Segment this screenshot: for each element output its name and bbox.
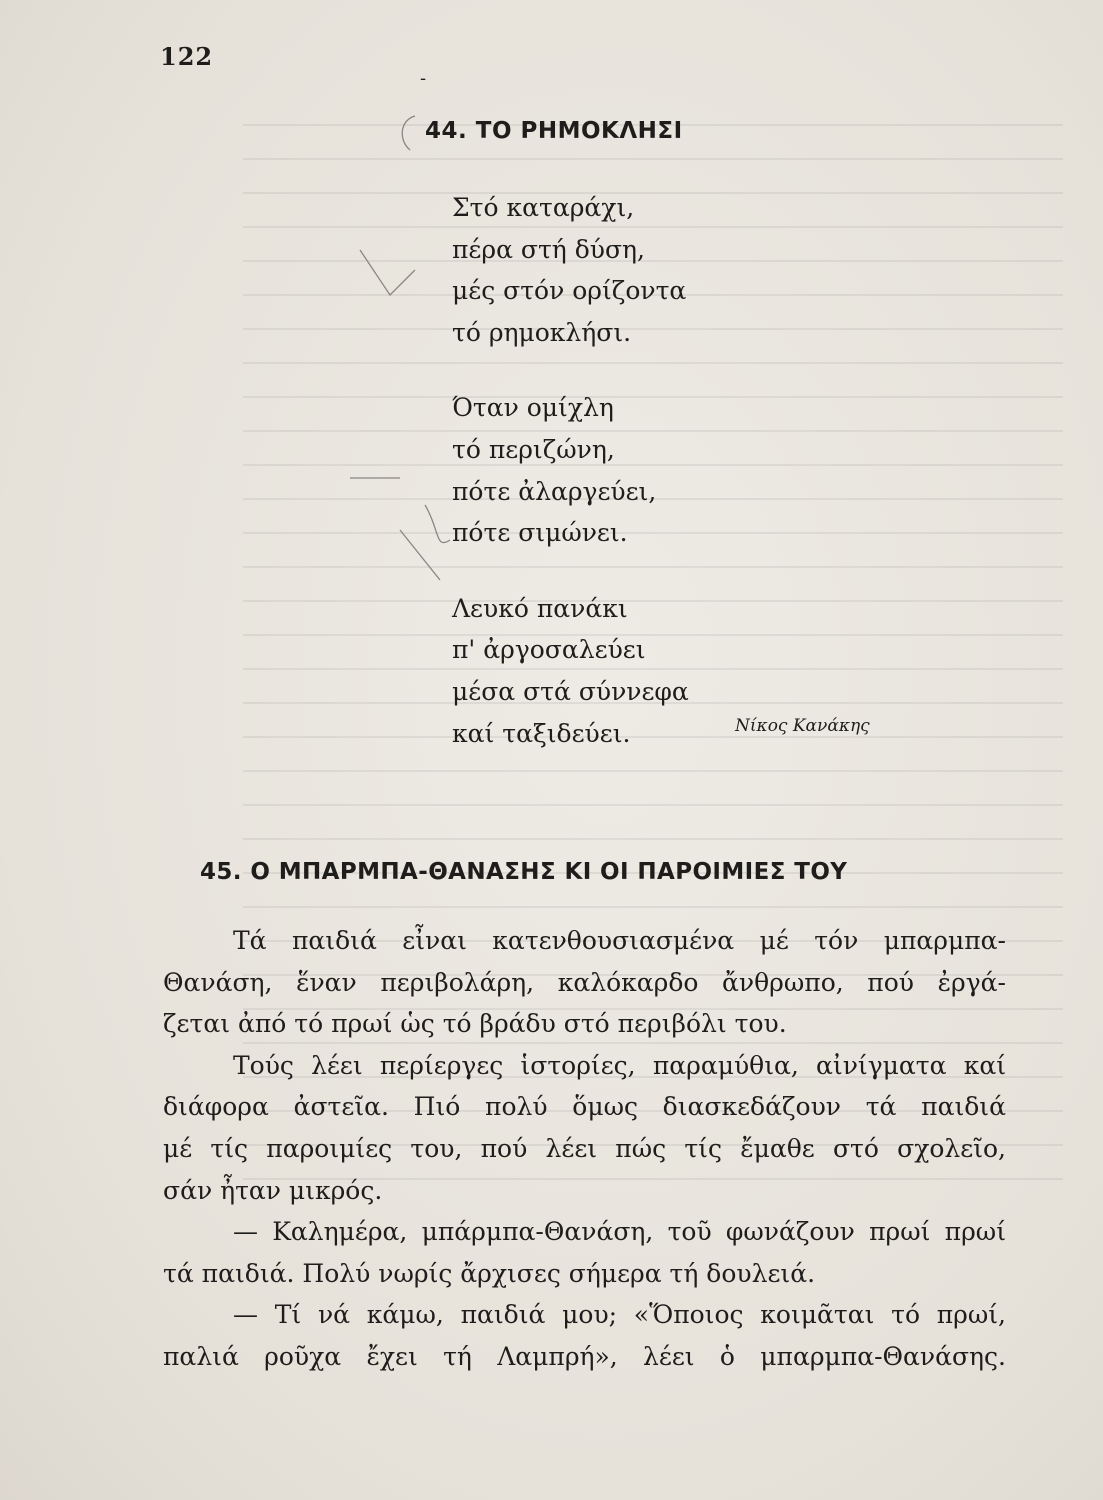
poem-line: καί ταξιδεύει. — [452, 718, 631, 748]
page-number: 122 — [160, 42, 214, 71]
pencil-annotation-marks — [330, 110, 450, 590]
poem-line: μέσα στά σύννεφα — [452, 676, 689, 706]
poem-line: πότε σιμώνει. — [452, 518, 628, 548]
prose-line: — Καλημέρα, μπάρμπα-Θανάση, τοῦ φωνάζουν πρωί πρωί — [233, 1217, 1006, 1247]
poem-line: μές στόν ορίζοντα — [452, 276, 687, 306]
poem-body — [452, 187, 689, 788]
prose-line: ζεται ἀπό τό πρωί ὡς τό βράδυ στό περιβόλι του. — [163, 1009, 787, 1039]
prose-line: σάν ἦταν μικρός. — [163, 1175, 383, 1205]
prose-line: Θανάση, ἕναν περιβολάρη, καλόκαρδο ἄνθρωπο, πού ἐργά- — [163, 967, 1006, 997]
prose-line: παλιά ροῦχα ἔχει τή Λαμπρή», λέει ὁ μπαρμπα-Θανάσης. — [163, 1341, 1006, 1371]
poem-title: 44. ΤΟ ΡΗΜΟΚΛΗΣΙ — [425, 118, 683, 144]
poem-line: π' ἀργοσαλεύει — [452, 635, 646, 665]
poem-stanza — [452, 588, 689, 754]
poem-line: πότε ἀλαργεύει, — [452, 476, 657, 506]
poem-author: Νίκος Κανάκης — [735, 716, 870, 736]
poem-stanza — [452, 187, 689, 353]
prose-line: μέ τίς παροιμίες του, πού λέει πώς τίς ἔμαθε στό σχολεῖο, — [163, 1133, 1006, 1163]
prose-body — [163, 920, 1006, 1378]
prose-line: — Τί νά κάμω, παιδιά μου; «Ὅποιος κοιμᾶται τό πρωί, — [233, 1300, 1006, 1330]
prose-line: διάφορα ἀστεῖα. Πιό πολύ ὅμως διασκεδάζουν τά παιδιά — [163, 1092, 1006, 1122]
poem-line: τό περιζώνη, — [452, 434, 615, 464]
poem-line: Λευκό πανάκι — [452, 593, 628, 623]
poem-line: τό ρημοκλήσι. — [452, 317, 632, 347]
poem-line: Στό καταράχι, — [452, 193, 635, 222]
prose-line: Τά παιδιά εἶναι κατενθουσιασμένα μέ τόν μπαρμπα- — [233, 926, 1006, 955]
poem-line: πέρα στή δύση, — [452, 234, 645, 264]
poem-line: Όταν ομίχλη — [452, 393, 614, 423]
dash-mark: - — [420, 68, 427, 89]
poem-stanza — [452, 387, 689, 553]
prose-line: Τούς λέει περίεργες ἱστορίες, παραμύθια, αἰνίγματα καί — [233, 1050, 1006, 1080]
section-title: 45. Ο ΜΠΑΡΜΠΑ-ΘΑΝΑΣΗΣ ΚΙ ΟΙ ΠΑΡΟΙΜΙΕΣ ΤΟΥ — [200, 859, 848, 885]
prose-line: τά παιδιά. Πολύ νωρίς ἄρχισες σήμερα τή δουλειά. — [163, 1258, 816, 1288]
